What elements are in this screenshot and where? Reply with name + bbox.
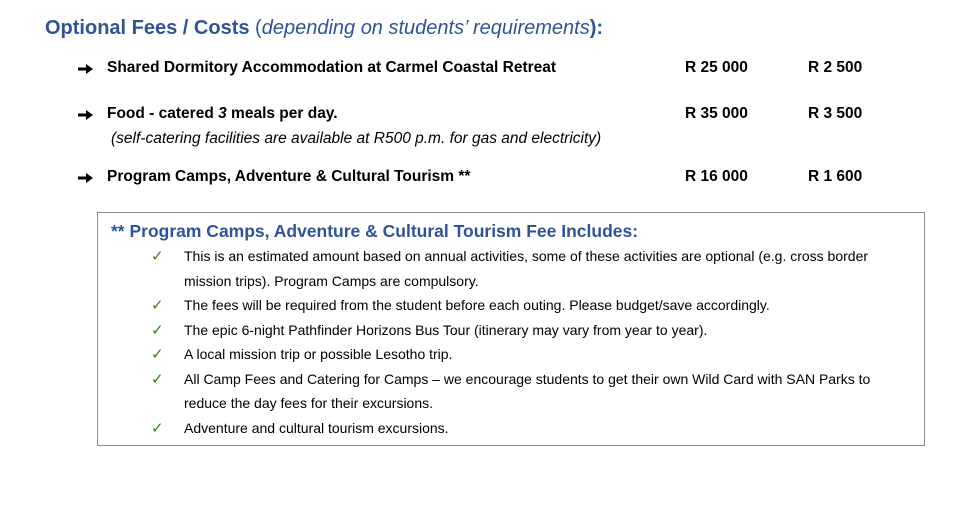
check-icon: ✓: [151, 418, 164, 437]
check-icon: ✓: [151, 345, 164, 363]
fee-label-prefix: Food - catered: [107, 105, 219, 122]
list-item: [98, 244, 924, 293]
fee-label-suffix: meals per day.: [226, 105, 338, 122]
check-icon: ✓: [151, 320, 164, 339]
list-item: [98, 318, 924, 343]
list-item: [98, 293, 924, 318]
list-item-text: All Camp Fees and Catering for Camps – we encourage students to get their own Wild Card with SAN Parks to reduce the day fees for their excursions.: [184, 370, 871, 411]
list-item-text: The epic 6-night Pathfinder Horizons Bus Tour (itinerary may vary from year to year).: [184, 321, 708, 338]
list-item: [98, 416, 924, 441]
right-arrow-icon: [78, 59, 96, 75]
heading-main: Optional Fees / Costs: [45, 17, 250, 39]
list-item-text: Adventure and cultural tourism excursions.: [184, 419, 449, 436]
list-item-text: A local mission trip or possible Lesotho trip.: [184, 346, 453, 362]
check-icon: ✓: [151, 247, 164, 265]
right-arrow-icon: [78, 105, 96, 121]
fee-amount-year: R 16 000: [685, 168, 748, 185]
list-item: [98, 367, 924, 416]
right-arrow-icon: [78, 168, 96, 184]
heading-open-paren: (: [249, 17, 262, 39]
fee-includes-list: [98, 244, 924, 440]
list-item-text: This is an estimated amount based on annual activities, some of these activities are optional (e.g. cross border mission trips). Program Camps are compulsory.: [184, 248, 869, 289]
fee-label: Shared Dormitory Accommodation at Carmel Coastal Retreat: [107, 59, 557, 76]
heading-subtitle: depending on students’ requirements: [261, 17, 590, 39]
fee-label: [107, 105, 338, 123]
fee-label-emphasis: 3: [218, 105, 227, 122]
fee-amount-month: R 1 600: [808, 168, 863, 185]
fee-row-food: [78, 105, 898, 127]
list-item-text: The fees will be required from the student before each outing. Please budget/save accordingly.: [184, 297, 770, 313]
check-icon: ✓: [151, 296, 164, 314]
fee-label: Program Camps, Adventure & Cultural Tourism **: [107, 168, 471, 185]
fee-amount-year: R 25 000: [685, 59, 748, 76]
check-icon: ✓: [151, 369, 164, 388]
fee-amount-year: R 35 000: [685, 105, 748, 122]
heading-close-paren: ):: [589, 17, 604, 39]
section-heading: [45, 17, 603, 40]
fee-amount-month: R 3 500: [808, 105, 863, 122]
fee-row-accommodation: [78, 59, 898, 81]
fee-amount-month: R 2 500: [808, 59, 863, 76]
list-item: [98, 342, 924, 367]
fee-row-program-camps: [78, 168, 898, 190]
fee-includes-title: ** Program Camps, Adventure & Cultural Tourism Fee Includes:: [111, 221, 639, 241]
fee-note-self-catering: (self-catering facilities are available at R500 p.m. for gas and electricity): [111, 130, 602, 147]
fee-includes-box: [97, 212, 925, 446]
